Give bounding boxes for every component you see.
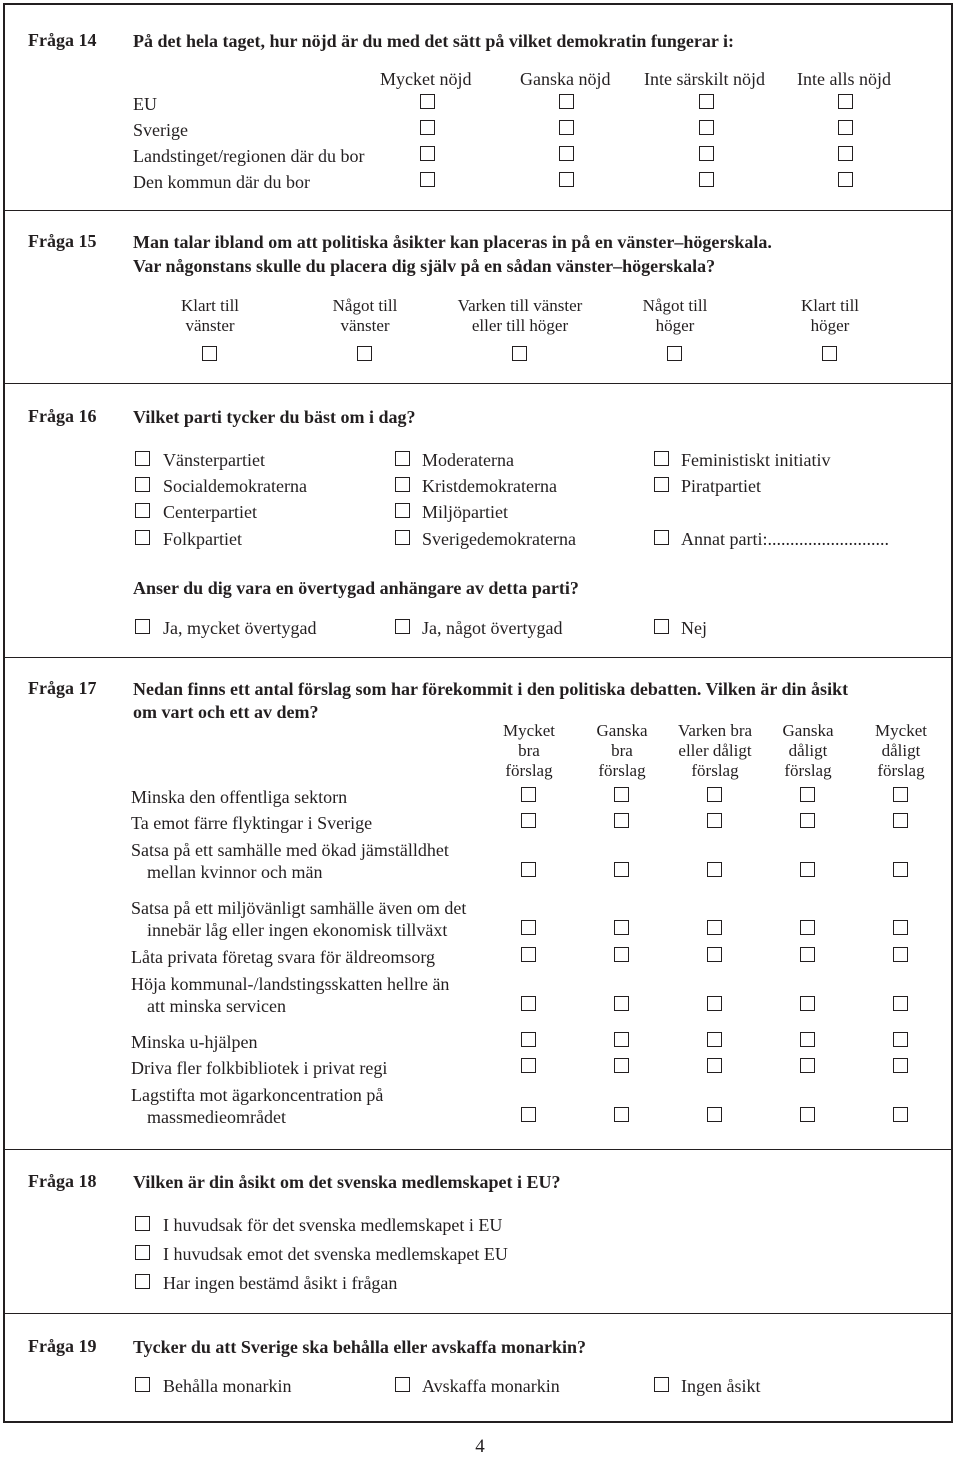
q14-col-ganska-nojd: Ganska nöjd [520,69,611,89]
q17-question-line2: om vart och ett av dem? [133,702,319,722]
party-checkbox-centerpartiet[interactable] [135,503,150,518]
q16-followup-question: Anser du dig vara en övertygad anhängare av detta parti? [133,578,579,598]
q14-row-landstinget: Landstinget/regionen där du bor [133,146,365,166]
q17-checkbox[interactable] [893,862,908,877]
q17-checkbox[interactable] [521,947,536,962]
party-checkbox-piratpartiet[interactable] [654,477,669,492]
q17-proposal: Minska u-hjälpen [131,1032,258,1052]
q14-checkbox[interactable] [699,172,714,187]
q17-proposal: Satsa på ett samhälle med ökad jämställdhet mellan kvinnor och män [131,840,449,882]
q15-question-line2: Var någonstans skulle du placera dig själv på en sådan vänster–högerskala? [133,256,716,276]
q18-label: Fråga 18 [28,1171,97,1191]
q19-checkbox[interactable] [135,1377,150,1392]
party-checkbox-feministiskt-initiativ[interactable] [654,451,669,466]
q17-checkbox[interactable] [614,920,629,935]
party-label: Sverigedemokraterna [422,529,576,549]
q17-checkbox[interactable] [800,1058,815,1073]
party-checkbox-sverigedemokraterna[interactable] [395,530,410,545]
q17-checkbox[interactable] [707,1107,722,1122]
q17-checkbox[interactable] [893,813,908,828]
q17-checkbox[interactable] [614,813,629,828]
section-divider [5,1149,951,1150]
q17-checkbox[interactable] [707,787,722,802]
q17-proposal: Höja kommunal-/landstingsskatten hellre än att minska servicen [131,974,450,1016]
conviction-checkbox[interactable] [395,619,410,634]
q17-checkbox[interactable] [614,1107,629,1122]
q18-question: Vilken är din åsikt om det svenska medlemskapet i EU? [133,1172,561,1192]
q19-option: Avskaffa monarkin [422,1376,560,1396]
q14-checkbox[interactable] [559,120,574,135]
q17-checkbox[interactable] [893,1032,908,1047]
conviction-checkbox[interactable] [135,619,150,634]
q17-column-header: Ganska bra förslag [596,721,648,780]
q14-checkbox[interactable] [559,146,574,161]
q17-column-header: Mycket dåligt förslag [875,721,927,780]
q17-checkbox[interactable] [800,813,815,828]
q14-col-inte-alls-nojd: Inte alls nöjd [797,69,891,89]
q14-checkbox[interactable] [420,172,435,187]
q17-checkbox[interactable] [614,947,629,962]
q14-checkbox[interactable] [838,172,853,187]
party-label: Moderaterna [422,450,514,470]
q17-checkbox[interactable] [521,1107,536,1122]
q17-checkbox[interactable] [614,996,629,1011]
q17-checkbox[interactable] [614,1058,629,1073]
q17-checkbox[interactable] [800,996,815,1011]
q15-question-line1: Man talar ibland om att politiska åsikter kan placeras in på en vänster–högerskala. [133,232,772,252]
q17-proposal: Driva fler folkbibliotek i privat regi [131,1058,388,1078]
party-checkbox-miljopartiet[interactable] [395,503,410,518]
q14-question: På det hela taget, hur nöjd är du med det sätt på vilket demokratin fungerar i: [133,31,734,51]
q14-checkbox[interactable] [699,146,714,161]
q14-checkbox[interactable] [838,94,853,109]
q17-column-header: Mycket bra förslag [503,721,555,780]
q17-checkbox[interactable] [521,862,536,877]
conviction-label: Ja, mycket övertygad [163,618,317,638]
party-label: Piratpartiet [681,476,761,496]
q14-checkbox[interactable] [559,172,574,187]
q17-proposal: Satsa på ett miljövänligt samhälle även om det innebär låg eller ingen ekonomisk tillväxt [131,898,467,940]
q17-checkbox[interactable] [707,996,722,1011]
q14-row-eu: EU [133,94,157,114]
q17-checkbox[interactable] [707,813,722,828]
party-label: Miljöpartiet [422,502,508,522]
q17-question-line1: Nedan finns ett antal förslag som har förekommit i den politiska debatten. Vilken är din åsikt [133,679,849,699]
q14-row-kommun: Den kommun där du bor [133,172,310,192]
q17-checkbox[interactable] [893,920,908,935]
q18-checkbox[interactable] [135,1274,150,1289]
q15-scale-label: Något till vänster [332,296,398,335]
q19-checkbox[interactable] [654,1377,669,1392]
conviction-checkbox[interactable] [654,619,669,634]
q17-checkbox[interactable] [707,862,722,877]
q17-checkbox[interactable] [521,1058,536,1073]
q15-checkbox[interactable] [202,346,217,361]
party-label: Socialdemokraterna [163,476,307,496]
q17-checkbox[interactable] [800,862,815,877]
party-checkbox-socialdemokraterna[interactable] [135,477,150,492]
party-checkbox-vansterpartiet[interactable] [135,451,150,466]
q17-checkbox[interactable] [707,1032,722,1047]
q17-checkbox[interactable] [521,996,536,1011]
q17-checkbox[interactable] [893,1058,908,1073]
q17-label: Fråga 17 [28,678,97,698]
q17-checkbox[interactable] [707,920,722,935]
q15-label: Fråga 15 [28,231,97,251]
q15-scale-label: Klart till vänster [180,296,240,335]
q17-checkbox[interactable] [521,787,536,802]
q17-checkbox[interactable] [521,1032,536,1047]
q16-question: Vilket parti tycker du bäst om i dag? [133,407,416,427]
q19-label: Fråga 19 [28,1336,97,1356]
section-divider [5,210,951,211]
party-checkbox-moderaterna[interactable] [395,451,410,466]
q15-scale-label: Varken till vänster eller till höger [457,296,583,335]
section-divider [5,657,951,658]
q18-checkbox[interactable] [135,1245,150,1260]
q14-col-mycket-nojd: Mycket nöjd [380,69,472,89]
q17-checkbox[interactable] [800,787,815,802]
q18-option: I huvudsak för det svenska medlemskapet i EU [163,1215,503,1235]
q14-checkbox[interactable] [699,94,714,109]
q17-proposal: Minska den offentliga sektorn [131,787,348,807]
q17-proposal: Låta privata företag svara för äldreomsorg [131,947,436,967]
party-label: Kristdemokraterna [422,476,557,496]
section-divider [5,1313,951,1314]
q17-checkbox[interactable] [614,862,629,877]
q15-scale-label: Klart till höger [800,296,860,335]
q14-checkbox[interactable] [420,146,435,161]
q17-proposal: Ta emot färre flyktingar i Sverige [131,813,373,833]
q19-question: Tycker du att Sverige ska behålla eller avskaffa monarkin? [133,1337,587,1357]
q14-checkbox[interactable] [838,146,853,161]
q17-checkbox[interactable] [800,947,815,962]
party-label: Folkpartiet [163,529,242,549]
q17-checkbox[interactable] [614,1032,629,1047]
q17-checkbox[interactable] [893,947,908,962]
q18-checkbox[interactable] [135,1216,150,1231]
q17-checkbox[interactable] [800,1107,815,1122]
q17-checkbox[interactable] [800,1032,815,1047]
q14-col-inte-sarskilt-nojd: Inte särskilt nöjd [644,69,765,89]
q17-proposal: Lagstifta mot ägarkoncentration på massmedieområdet [131,1085,384,1127]
page-number: 4 [475,1436,485,1457]
q17-checkbox[interactable] [800,920,815,935]
q15-checkbox[interactable] [667,346,682,361]
q19-checkbox[interactable] [395,1377,410,1392]
q15-checkbox[interactable] [822,346,837,361]
q17-checkbox[interactable] [893,996,908,1011]
q19-option: Ingen åsikt [681,1376,761,1396]
q17-checkbox[interactable] [521,813,536,828]
conviction-label: Ja, något övertygad [422,618,563,638]
q19-option: Behålla monarkin [163,1376,292,1396]
party-checkbox-folkpartiet[interactable] [135,530,150,545]
q17-checkbox[interactable] [893,1107,908,1122]
q14-checkbox[interactable] [699,120,714,135]
party-label: Centerpartiet [163,502,257,522]
q17-checkbox[interactable] [707,1058,722,1073]
q15-checkbox[interactable] [357,346,372,361]
q15-scale-label: Något till höger [642,296,708,335]
party-checkbox-kristdemokraterna[interactable] [395,477,410,492]
q14-checkbox[interactable] [420,94,435,109]
q18-option: I huvudsak emot det svenska medlemskapet EU [163,1244,508,1264]
q14-checkbox[interactable] [838,120,853,135]
q17-checkbox[interactable] [614,787,629,802]
q14-label: Fråga 14 [28,30,97,50]
q17-checkbox[interactable] [707,947,722,962]
q16-label: Fråga 16 [28,406,97,426]
q17-column-header: Varken bra eller dåligt förslag [677,721,753,780]
q17-checkbox[interactable] [521,920,536,935]
party-label: Feministiskt initiativ [681,450,831,470]
conviction-label: Nej [681,618,707,638]
annat-parti-field[interactable]: Annat parti:........................... [681,529,889,549]
q15-checkbox[interactable] [512,346,527,361]
q17-checkbox[interactable] [893,787,908,802]
party-checkbox-annat-parti[interactable] [654,530,669,545]
party-label: Vänsterpartiet [163,450,265,470]
q14-checkbox[interactable] [420,120,435,135]
q14-checkbox[interactable] [559,94,574,109]
q17-column-header: Ganska dåligt förslag [782,721,834,780]
q14-row-sverige: Sverige [133,120,188,140]
section-divider [5,383,951,384]
q18-option: Har ingen bestämd åsikt i frågan [163,1273,398,1293]
